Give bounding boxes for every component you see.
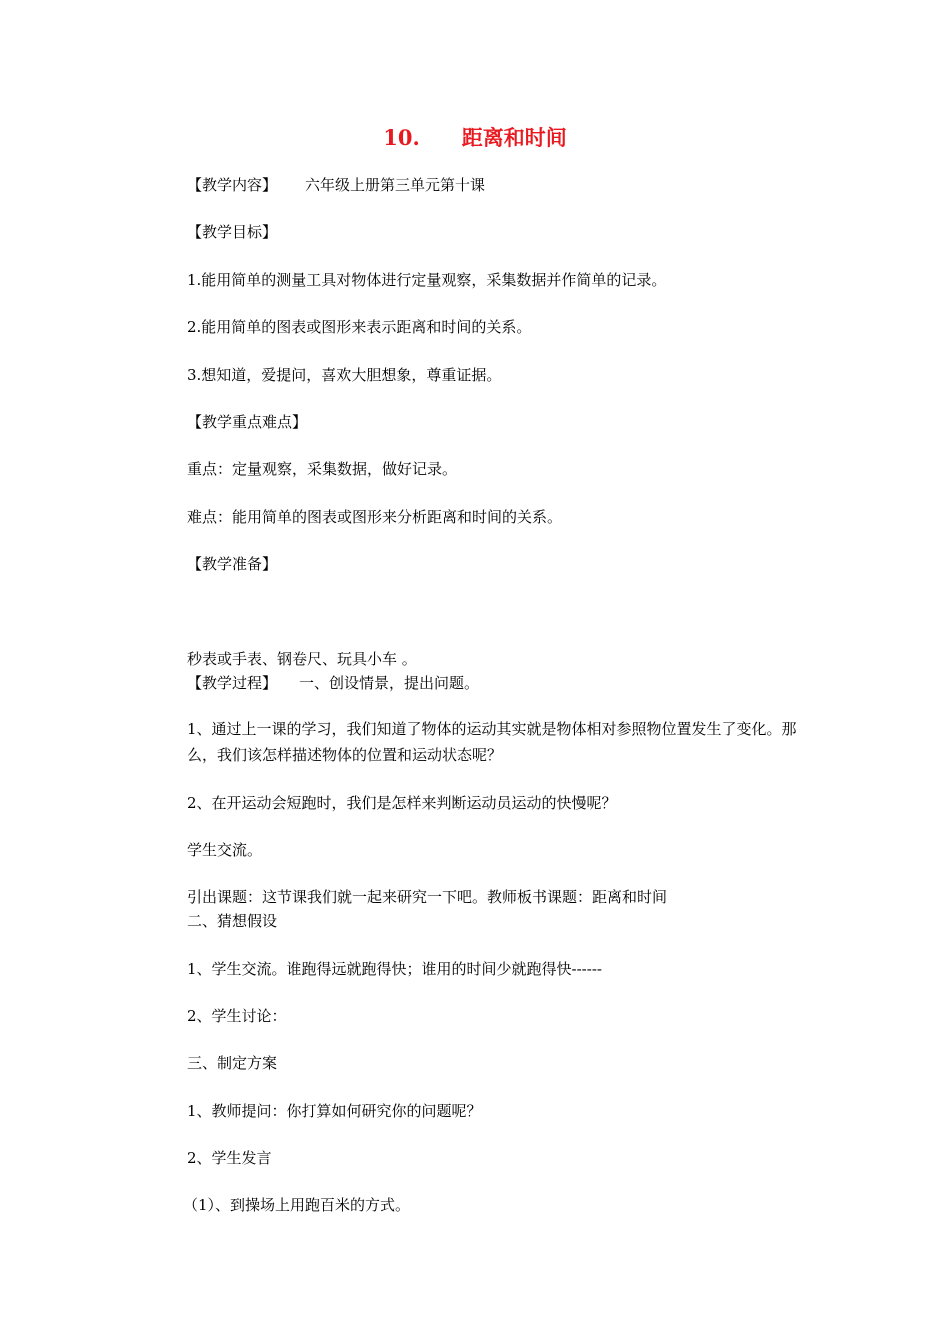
section-2-title: 二、猜想假设	[187, 912, 278, 930]
key-focus: 重点：定量观察，采集数据，做好记录。	[187, 460, 458, 478]
paragraph-1: 1、通过上一课的学习，我们知道了物体的运动其实就是物体相对参照物位置发生了变化。那么，我们该怎样描述物体的位置和运动状态呢？	[187, 720, 797, 764]
paragraph-2: 2、在开运动会短跑时，我们是怎样来判断运动员运动的快慢呢？	[187, 794, 617, 812]
paragraph-6: 2、学生讨论：	[187, 1007, 287, 1025]
paragraph-5: 1、学生交流。谁跑得远就跑得快；谁用的时间少就跑得快------	[187, 960, 602, 978]
content-label: 【教学内容】	[187, 176, 278, 194]
content-value: 六年级上册第三单元第十课	[305, 176, 486, 194]
paragraph-9: （1）、到操场上用跑百米的方式。	[183, 1196, 411, 1214]
title-number: 10.	[383, 125, 420, 150]
goal-item-1: 1.能用简单的测量工具对物体进行定量观察，采集数据并作简单的记录。	[187, 271, 667, 289]
goal-item-3: 3.想知道，爱提问，喜欢大胆想象，尊重证据。	[187, 366, 502, 384]
section-1-title: 一、创设情景，提出问题。	[299, 674, 480, 692]
section-3-title: 三、制定方案	[187, 1054, 278, 1072]
content-line	[187, 174, 485, 196]
key-difficulty: 难点：能用简单的图表或图形来分析距离和时间的关系。	[187, 508, 563, 526]
paragraph-3: 学生交流。	[187, 841, 263, 859]
paragraph-8: 2、学生发言	[187, 1149, 272, 1167]
preparation-items: 秒表或手表、钢卷尺、玩具小车 。	[187, 650, 417, 668]
paragraph-4: 引出课题：这节课我们就一起来研究一下吧。教师板书课题：距离和时间	[187, 888, 668, 906]
goal-item-2: 2.能用简单的图表或图形来表示距离和时间的关系。	[187, 318, 532, 336]
preparation-heading: 【教学准备】	[187, 555, 278, 573]
document-title	[0, 122, 950, 152]
process-heading: 【教学过程】	[187, 674, 278, 692]
title-text: 距离和时间	[461, 125, 567, 150]
key-points-heading: 【教学重点难点】	[187, 413, 308, 431]
goals-heading: 【教学目标】	[187, 223, 278, 241]
process-line	[187, 672, 479, 694]
paragraph-7: 1、教师提问：你打算如何研究你的问题呢？	[187, 1102, 482, 1120]
